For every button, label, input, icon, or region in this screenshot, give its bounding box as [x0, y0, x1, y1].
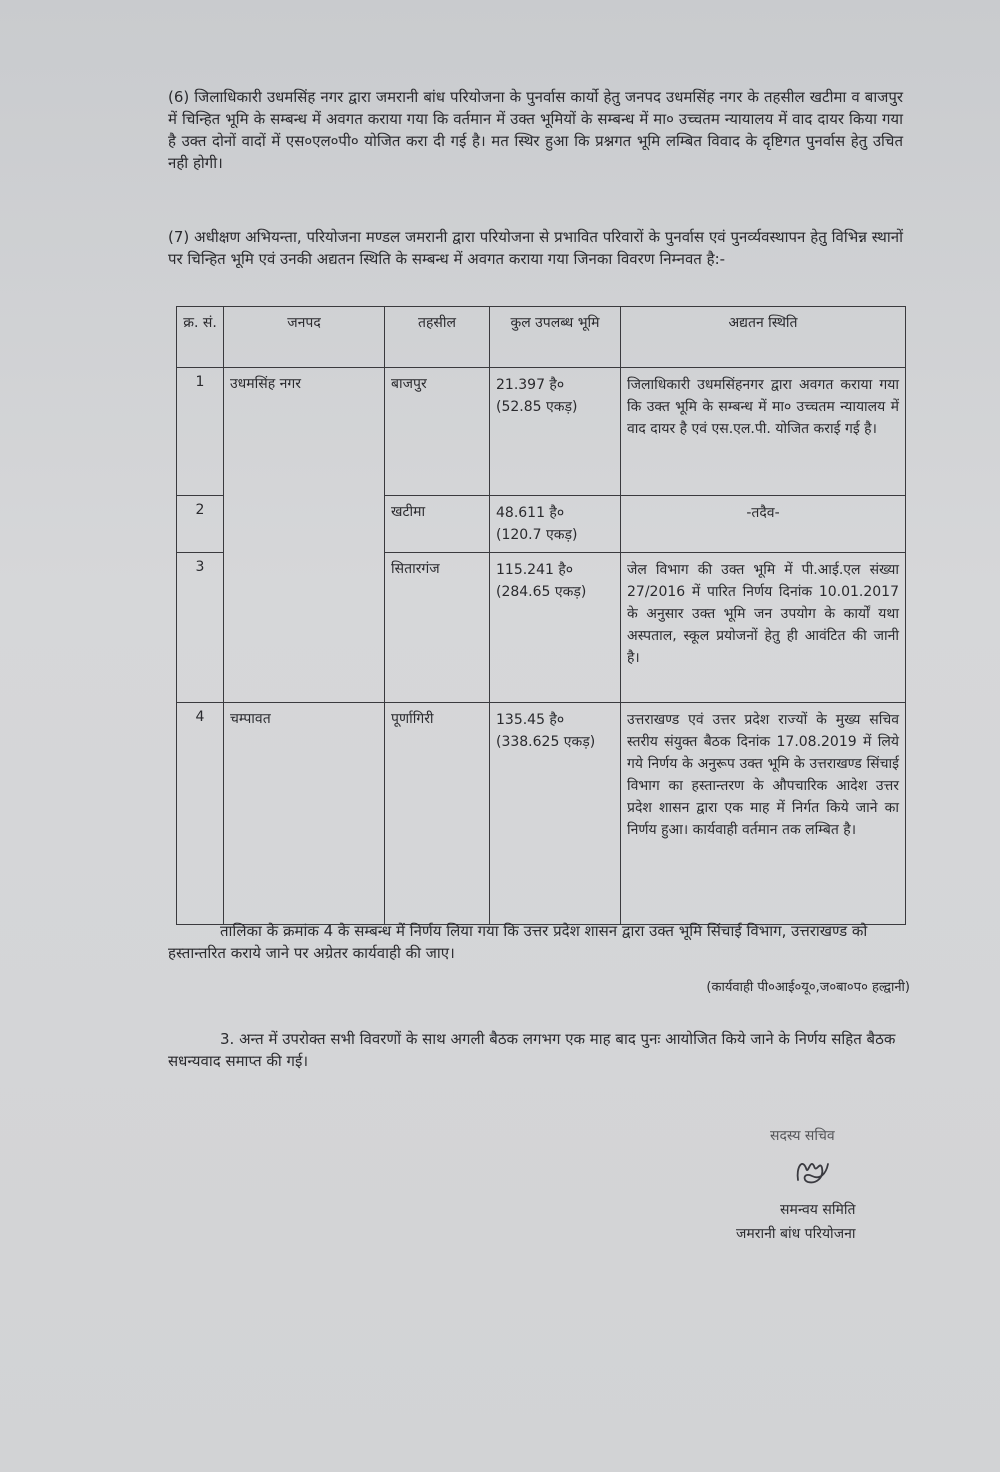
land-hectare: 115.241 है० [496, 562, 574, 578]
table-row [177, 368, 906, 496]
action-by: (कार्यवाही पी०आई०यू०,ज०बा०प० हल्द्वानी) [706, 980, 910, 995]
land-acre: (338.625 एकड़) [496, 734, 596, 750]
signatory-committee: समन्वय समिति [780, 1202, 856, 1218]
land-status-table [176, 306, 906, 925]
land-acre: (52.85 एकड़) [496, 399, 578, 415]
header-serial: क्र. सं. [177, 307, 224, 368]
paragraph-6: (6) जिलाधिकारी उधमसिंह नगर द्वारा जमरानी बांध परियोजना के पुनर्वास कार्यो हेतु जनपद उधमसिंह नगर के तहसील खटीमा व बाजपुर में चिन्हित भूमि के सम्बन्ध में अवगत कराया गया कि वर्तमान में उक्त भूमियों के सम्बन्ध में मा० उच्चतम न्यायालय में वाद दायर किया गया है उक्त दोनों वादों में एस०एल०पी० योजित करा दी गई है। मत स्थिर हुआ कि प्रश्नगत भूमि लम्बित विवाद के दृष्टिगत पुनर्वास हेतु उचित नही होगी। [168, 88, 903, 172]
row-serial: 1 [177, 368, 224, 496]
header-land: कुल उपलब्ध भूमि [490, 307, 621, 368]
row-tehsil: सितारगंज [385, 553, 490, 703]
row-status: जेल विभाग की उक्त भूमि में पी.आई.एल संख्या 27/2016 में पारित निर्णय दिनांक 10.01.2017 के अनुसार उक्त भूमि जन उपयोग के कार्यों यथा अस्पताल, स्कूल प्रयोजनों हेतु ही आवंटित की जानी है। [621, 553, 906, 703]
header-tehsil: तहसील [385, 307, 490, 368]
row-tehsil: पूर्णागिरी [385, 703, 490, 925]
paragraph-3: 3. अन्त में उपरोक्त सभी विवरणों के साथ अगली बैठक लगभग एक माह बाद पुनः आयोजित किये जाने के निर्णय सहित बैठक सधन्यवाद समाप्त की गई। [168, 1030, 896, 1070]
header-district: जनपद [224, 307, 385, 368]
row-serial: 4 [177, 703, 224, 925]
row-district: चम्पावत [224, 703, 385, 925]
table-row [177, 703, 906, 925]
table-note: तालिका के क्रमांक 4 के सम्बन्ध में निर्णय लिया गया कि उत्तर प्रदेश शासन द्वारा उक्त भूमि सिंचाई विभाग, उत्तराखण्ड को हस्तान्तरित कराये जाने पर अग्रेतर कार्यवाही की जाए। [168, 922, 868, 962]
signature-mark [790, 1150, 836, 1198]
header-status: अद्यतन स्थिति [621, 307, 906, 368]
land-hectare: 21.397 है० [496, 377, 565, 393]
row-land [490, 496, 621, 553]
signatory-title: सदस्य सचिव [770, 1128, 835, 1144]
table-header-row [177, 307, 906, 368]
row-serial: 3 [177, 553, 224, 703]
row-status: उत्तराखण्ड एवं उत्तर प्रदेश राज्यों के मुख्य सचिव स्तरीय संयुक्त बैठक दिनांक 17.08.2019 में लिये गये निर्णय के अनुरूप उक्त भूमि के उत्तराखण्ड सिंचाई विभाग का हस्तान्तरण के औपचारिक आदेश उत्तर प्रदेश शासन द्वारा एक माह में निर्गत किये जाने का निर्णय हुआ। कार्यवाही वर्तमान तक लम्बित है। [621, 703, 906, 925]
row-serial: 2 [177, 496, 224, 553]
row-status: जिलाधिकारी उधमसिंहनगर द्वारा अवगत कराया गया कि उक्त भूमि के सम्बन्ध में मा० उच्चतम न्यायालय में वाद दायर है एवं एस.एल.पी. योजित कराई गई है। [621, 368, 906, 496]
row-tehsil: बाजपुर [385, 368, 490, 496]
paragraph-7: (7) अधीक्षण अभियन्ता, परियोजना मण्डल जमरानी द्वारा परियोजना से प्रभावित परिवारों के पुनर्वास एवं पुनर्व्यवस्थापन हेतु विभिन्न स्थानों पर चिन्हित भूमि एवं उनकी अद्यतन स्थिति के सम्बन्ध में अवगत कराया गया जिनका विवरण निम्नवत है:- [168, 228, 903, 268]
row-land [490, 703, 621, 925]
row-land [490, 553, 621, 703]
handwritten-signature [790, 1150, 836, 1194]
row-tehsil: खटीमा [385, 496, 490, 553]
land-acre: (120.7 एकड़) [496, 527, 578, 543]
land-hectare: 135.45 है० [496, 712, 565, 728]
land-acre: (284.65 एकड़) [496, 584, 587, 600]
land-hectare: 48.611 है० [496, 505, 565, 521]
row-land [490, 368, 621, 496]
row-district: उधमसिंह नगर [224, 368, 385, 703]
row-status: -तदैव- [621, 496, 906, 553]
signatory-project: जमरानी बांध परियोजना [736, 1226, 856, 1242]
